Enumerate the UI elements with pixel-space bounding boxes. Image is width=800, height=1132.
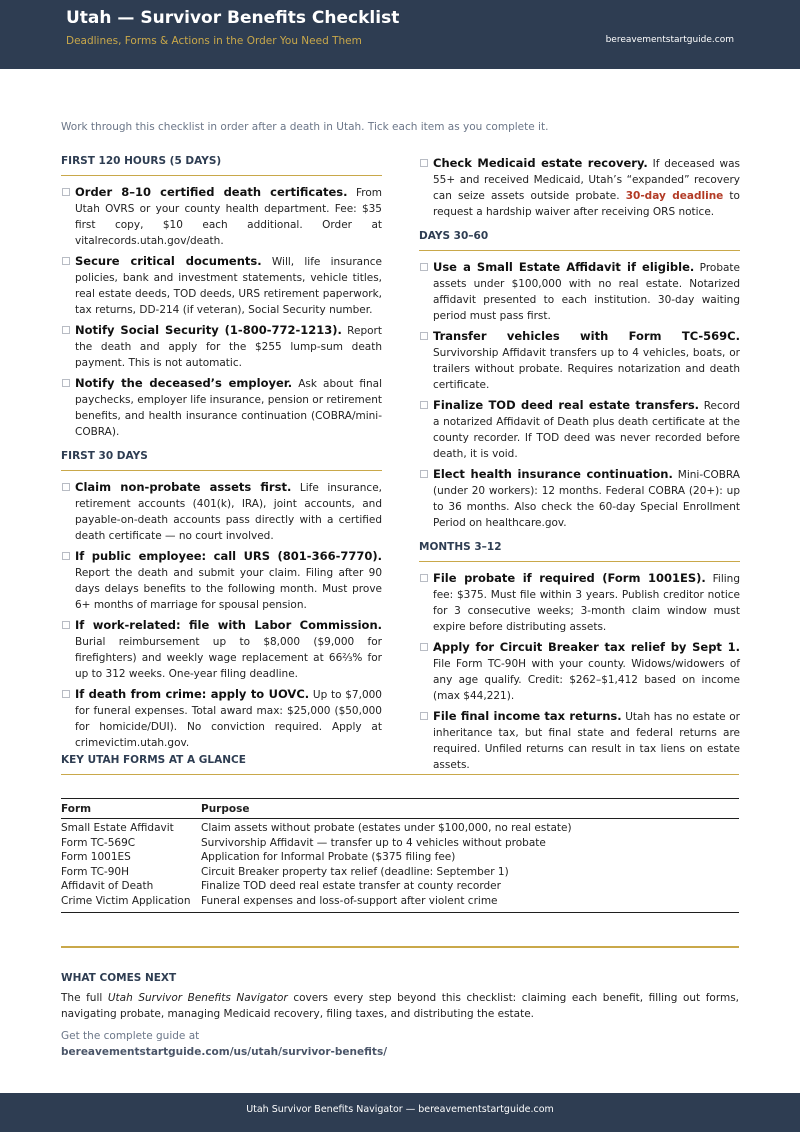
item-text: Probate assets under $100,000 with no real estate. Notarized affidavit presented to each institution. 30-day waiting period must pass first. <box>433 262 741 322</box>
form-name-cell: Form TC-90H <box>61 865 129 878</box>
form-name-cell: Small Estate Affidavit <box>61 822 174 834</box>
table-header-row <box>61 799 739 819</box>
item-text: Record a notarized Affidavit of Death plus death certificate at the county recorder. If TOD deed was never recorded before death, it is void. <box>433 400 740 460</box>
section-title-what-comes-next: WHAT COMES NEXT <box>61 972 177 984</box>
checkbox[interactable] <box>62 552 70 560</box>
body-text: covers every step beyond this checklist: claiming each benefit, filling out forms, navigating probate, managing Medicaid recovery, filing taxes, and distributing the estate. <box>61 992 740 1020</box>
page-header <box>0 0 800 69</box>
checkbox[interactable] <box>62 379 70 387</box>
checklist-item <box>419 259 740 324</box>
item-text: Up to $7,000 for funeral expenses. Total award max: $25,000 ($50,000 for homicide/DUI). No conviction required. Apply at crimevictim.utah.gov. <box>75 689 382 749</box>
checklist-item <box>61 322 382 371</box>
checklist-item <box>419 639 740 704</box>
section-divider <box>61 946 739 948</box>
table-row <box>61 819 739 836</box>
checkbox[interactable] <box>62 483 70 491</box>
page-footer: Utah Survivor Benefits Navigator — bereavementstartguide.com <box>0 1093 800 1132</box>
checklist-item <box>419 328 740 393</box>
page-subtitle: Deadlines, Forms & Actions in the Order You Need Them <box>66 35 362 47</box>
item-lead: Finalize TOD deed real estate transfers. <box>433 398 700 412</box>
form-purpose-cell: Circuit Breaker property tax relief (deadline: September 1) <box>201 865 509 878</box>
checkbox[interactable] <box>62 621 70 629</box>
section-title-months-3-12: MONTHS 3–12 <box>419 541 740 562</box>
checkbox[interactable] <box>420 159 428 167</box>
what-comes-next-body <box>61 990 739 1022</box>
item-lead: If public employee: call URS (801-366-7770). <box>75 549 382 563</box>
checkbox[interactable] <box>420 401 428 409</box>
checkbox[interactable] <box>420 574 428 582</box>
guide-url-link[interactable]: bereavementstartguide.com/us/utah/survivor-benefits/ <box>61 1046 388 1058</box>
form-purpose-cell: Application for Informal Probate ($375 filing fee) <box>201 851 456 864</box>
form-purpose-cell: Survivorship Affidavit — transfer up to 4 vehicles without probate <box>201 836 546 849</box>
item-text: Utah has no estate or inheritance tax, but final state and federal returns are required. Unfiled returns can result in tax liens on estate assets. <box>433 711 740 771</box>
left-column <box>61 155 382 755</box>
item-text: Filing fee: $375. Must file within 3 years. Publish creditor notice for 3 consecutive weeks; 3-month claim window must expire before distributing assets. <box>433 573 740 633</box>
checklist-item <box>61 479 382 544</box>
item-text: From Utah OVRS or your county health department. Fee: $35 first copy, $10 each additional. Order at vitalrecords.utah.gov/death. <box>75 187 382 247</box>
checklist-item <box>61 548 382 613</box>
item-lead: Notify Social Security (1-800-772-1213). <box>75 323 342 337</box>
form-purpose-cell: Funeral expenses and loss-of-support after violent crime <box>201 894 498 907</box>
form-purpose-cell: Claim assets without probate (estates under $100,000, no real estate) <box>201 822 572 834</box>
item-text: to request a hardship waiver after receiving ORS notice. <box>433 190 740 218</box>
guide-cta-text: Get the complete guide at <box>61 1030 200 1042</box>
table-row <box>61 836 739 851</box>
right-column <box>419 155 740 777</box>
item-lead: File probate if required (Form 1001ES). <box>433 571 706 585</box>
checklist-item-medicaid <box>419 155 740 220</box>
item-text: Ask about final paychecks, employer life insurance, pension or retirement benefits, and health insurance continuation (COBRA/mini-COBRA). <box>75 378 382 438</box>
checkbox[interactable] <box>62 690 70 698</box>
item-lead: If death from crime: apply to UOVC. <box>75 687 310 701</box>
item-text: Life insurance, retirement accounts (401(k), IRA), joint accounts, and payable-on-death accounts pass directly with a certified death certificate — no court involved. <box>75 482 383 542</box>
item-text: File Form TC-90H with your county. Widows/widowers of any age qualify. Credit: $262–$1,412 based on income (max $44,221). <box>433 658 740 702</box>
section-title-key-forms: KEY UTAH FORMS AT A GLANCE <box>61 754 739 775</box>
checklist-item <box>61 184 382 249</box>
table-row <box>61 850 739 865</box>
checkbox[interactable] <box>420 470 428 478</box>
guide-name: Utah Survivor Benefits Navigator <box>107 992 288 1004</box>
form-name-cell: Form 1001ES <box>61 851 131 864</box>
checklist-first-120-hours <box>61 184 382 440</box>
item-text: If deceased was 55+ and received Medicaid, Utah’s “expanded” recovery can seize assets outside probate. <box>433 158 741 202</box>
checkbox[interactable] <box>62 257 70 265</box>
what-comes-next-section <box>61 972 739 1060</box>
item-lead: Use a Small Estate Affidavit if eligible. <box>433 260 695 274</box>
item-text: Will, life insurance policies, bank and investment statements, vehicle titles, real estate deeds, TOD deeds, URS retirement paperwork, tax returns, DD-214 (if veteran), Social Security number. <box>75 256 382 316</box>
item-text: Report the death and apply for the $255 lump-sum death payment. This is not automatic. <box>75 325 382 369</box>
section-title-first-120-hours: FIRST 120 HOURS (5 DAYS) <box>61 155 382 176</box>
checkbox[interactable] <box>420 332 428 340</box>
form-purpose-cell: Finalize TOD deed real estate transfer at county recorder <box>201 880 501 893</box>
forms-table-body <box>61 819 739 913</box>
form-name-cell: Form TC-569C <box>61 836 136 849</box>
page-title: Utah — Survivor Benefits Checklist <box>66 8 400 28</box>
body-text: The full <box>61 992 108 1004</box>
item-lead: Secure critical documents. <box>75 254 262 268</box>
checklist-item <box>419 466 740 531</box>
column-header-form: Form <box>61 799 201 819</box>
checkbox[interactable] <box>420 712 428 720</box>
form-name-cell: Affidavit of Death <box>61 880 154 893</box>
item-lead: Elect health insurance continuation. <box>433 467 673 481</box>
forms-table <box>61 798 739 913</box>
section-title-first-30-days: FIRST 30 DAYS <box>61 450 382 471</box>
checklist-item <box>419 570 740 635</box>
item-text: Survivorship Affidavit transfers up to 4 vehicles, boats, or trailers without probate. Requires notarization and death certificate. <box>433 347 740 391</box>
forms-section <box>61 754 739 913</box>
table-row <box>61 865 739 880</box>
checkbox[interactable] <box>62 326 70 334</box>
item-lead: If work-related: file with Labor Commission. <box>75 618 382 632</box>
checklist-item <box>61 253 382 318</box>
item-text: Report the death and submit your claim. Filing after 90 days delays benefits to the following month. Must prove 6+ months of marriage for spousal pension. <box>75 567 382 611</box>
column-header-purpose: Purpose <box>201 799 739 819</box>
checklist-months-3-12 <box>419 570 740 773</box>
section-title-days-30-60: DAYS 30–60 <box>419 230 740 251</box>
checklist-item <box>61 617 382 682</box>
checkbox[interactable] <box>420 643 428 651</box>
checklist-item <box>61 375 382 440</box>
item-text: Burial reimbursement up to $8,000 ($9,000 for firefighters) and weekly wage replacement at 66⅔% for up to 312 weeks. One-year filing deadline. <box>75 636 382 680</box>
table-row <box>61 879 739 894</box>
item-lead: Apply for Circuit Breaker tax relief by Sept 1. <box>433 640 740 654</box>
form-name-cell: Crime Victim Application <box>61 894 191 907</box>
item-lead: File final income tax returns. <box>433 709 622 723</box>
item-lead: Check Medicaid estate recovery. <box>433 156 648 170</box>
item-lead: Claim non-probate assets first. <box>75 480 292 494</box>
item-lead: Transfer vehicles with Form TC-569C. <box>433 329 740 343</box>
checklist-item <box>61 686 382 751</box>
item-lead: Notify the deceased’s employer. <box>75 376 293 390</box>
item-text: Mini-COBRA (under 20 workers): 12 months. Federal COBRA (20+): up to 36 months. Also check the 60-day Special Enrollment Period on healthcare.gov. <box>433 469 740 529</box>
checkbox[interactable] <box>62 188 70 196</box>
item-lead: Order 8–10 certified death certificates. <box>75 185 348 199</box>
checklist-first-30-days <box>61 479 382 751</box>
checklist-item <box>419 397 740 462</box>
checkbox[interactable] <box>420 263 428 271</box>
intro-text: Work through this checklist in order after a death in Utah. Tick each item as you complete it. <box>61 121 549 133</box>
checklist-days-30-60 <box>419 259 740 531</box>
table-row <box>61 894 739 912</box>
deadline-highlight: 30-day deadline <box>625 190 724 202</box>
header-site-link[interactable]: bereavementstartguide.com <box>605 35 734 45</box>
